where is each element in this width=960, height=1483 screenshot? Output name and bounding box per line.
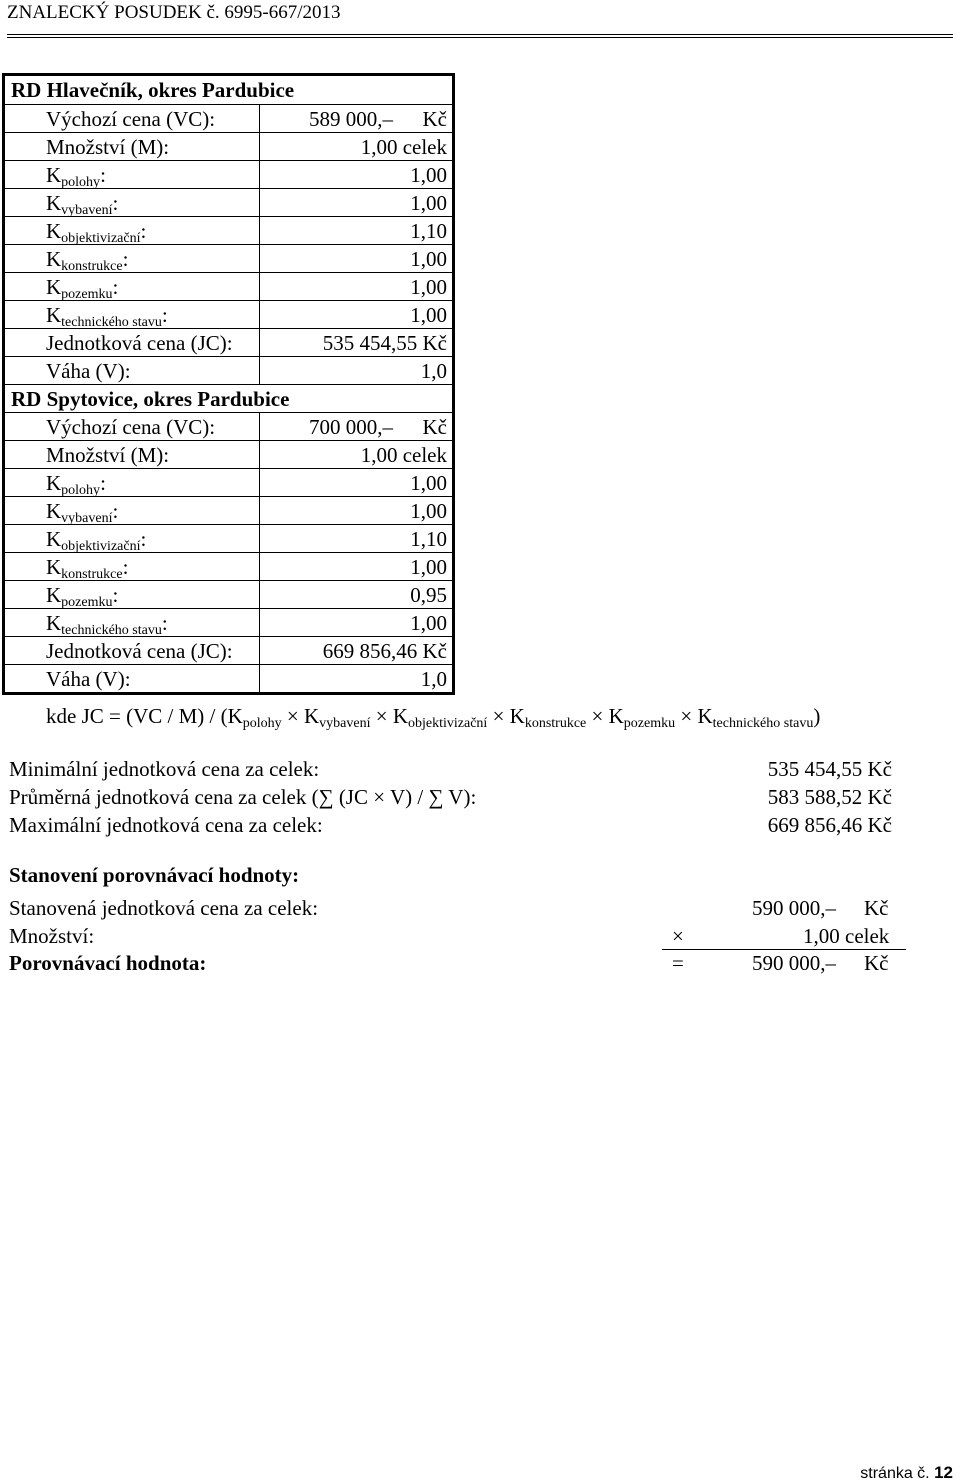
column-divider (259, 665, 260, 692)
coefficient-label (46, 247, 128, 272)
colon: : (140, 219, 147, 243)
coefficient-k: K (46, 275, 62, 299)
column-divider (259, 553, 260, 580)
comparables-table (2, 73, 455, 695)
comparable-name: RD Spytovice, okres Pardubice (11, 387, 290, 411)
coefficient-sub: pozemku (61, 287, 113, 302)
comparison-value-label: Porovnávací hodnota: (9, 951, 207, 975)
m-label: Množství (M): (46, 443, 170, 467)
m-label: Množství (M): (46, 135, 170, 159)
coefficient-k: K (46, 163, 62, 187)
coefficient-value: 1,00 (410, 499, 447, 523)
v-label: Váha (V): (46, 359, 131, 383)
colon: : (122, 247, 129, 271)
coefficient-value: 1,00 (410, 163, 447, 187)
column-divider (259, 469, 260, 496)
comparable-name-row (5, 76, 452, 104)
formula-text: × K (675, 704, 713, 728)
column-divider (259, 301, 260, 328)
max-price-label: Maximální jednotková cena za celek: (9, 813, 323, 837)
coefficient-sub: polohy (61, 483, 101, 498)
vc-label: Výchozí cena (VC): (46, 415, 216, 439)
m-row (5, 440, 452, 468)
jc-value: 535 454,55 Kč (322, 331, 447, 355)
formula-sub: pozemku (623, 716, 676, 731)
min-price-value: 535 454,55 Kč (767, 757, 892, 781)
formula-sub: vybavení (319, 716, 371, 731)
min-price-label: Minimální jednotková cena za celek: (9, 757, 320, 781)
coefficient-value: 1,00 (410, 471, 447, 495)
coefficient-k: K (46, 191, 62, 215)
v-value: 1,0 (420, 359, 447, 383)
coefficient-sub: pozemku (61, 595, 113, 610)
coefficient-k: K (46, 247, 62, 271)
coefficient-sub: konstrukce (61, 567, 123, 582)
comparison-value-currency: Kč (864, 951, 889, 975)
jc-value: 669 856,46 Kč (322, 639, 447, 663)
coefficient-row (5, 272, 452, 300)
column-divider (259, 441, 260, 468)
coefficient-label (46, 471, 106, 496)
column-divider (259, 609, 260, 636)
coefficient-label (46, 611, 168, 636)
coefficient-k: K (46, 303, 62, 327)
formula-text: × K (487, 704, 525, 728)
colon: : (161, 611, 168, 635)
quantity-value: 1,00 celek (803, 924, 890, 948)
column-divider (259, 161, 260, 188)
equals-operator: = (672, 951, 684, 975)
formula-sub: konstrukce (524, 716, 587, 731)
comparable-name: RD Hlavečník, okres Pardubice (11, 78, 295, 102)
coefficient-k: K (46, 471, 62, 495)
coefficient-k: K (46, 583, 62, 607)
colon: : (100, 471, 106, 495)
avg-price-label: Průměrná jednotková cena za celek (∑ (JC × V) / ∑ V): (9, 785, 477, 809)
coefficient-label (46, 303, 168, 328)
formula-sub: polohy (242, 716, 282, 731)
vc-value: 700 000,– (309, 415, 393, 439)
header-rule (7, 34, 953, 35)
coefficient-sub: objektivizační (61, 231, 141, 246)
comparison-value: 590 000,– (752, 951, 836, 975)
coefficient-sub: vybavení (61, 203, 113, 218)
vc-currency: Kč (422, 415, 447, 439)
comparable-name-row (5, 384, 452, 412)
colon: : (112, 275, 119, 299)
colon: : (112, 583, 119, 607)
unit-price-currency: Kč (864, 896, 889, 920)
formula-note (46, 704, 820, 729)
vc-label: Výchozí cena (VC): (46, 107, 216, 131)
multiply-operator: × (672, 924, 684, 948)
coefficient-k: K (46, 611, 62, 635)
jc-row (5, 328, 452, 356)
coefficient-value: 1,10 (410, 527, 447, 551)
coefficient-label (46, 499, 118, 524)
coefficient-row (5, 300, 452, 328)
coefficient-label (46, 275, 118, 300)
colon: : (161, 303, 168, 327)
coefficient-value: 1,00 (410, 191, 447, 215)
coefficient-sub: vybavení (61, 511, 113, 526)
max-price-value: 669 856,46 Kč (767, 813, 892, 837)
coefficient-row (5, 216, 452, 244)
coefficient-k: K (46, 527, 62, 551)
jc-row (5, 636, 452, 664)
unit-price-value: 590 000,– (752, 896, 836, 920)
coefficient-row (5, 188, 452, 216)
header-rule-2 (7, 37, 953, 38)
coefficient-k: K (46, 499, 62, 523)
coefficient-label (46, 583, 118, 608)
coefficient-row (5, 496, 452, 524)
coefficient-label (46, 555, 128, 580)
coefficient-k: K (46, 219, 62, 243)
coefficient-sub: polohy (61, 175, 101, 190)
vc-row (5, 104, 452, 132)
coefficient-row (5, 244, 452, 272)
column-divider (259, 245, 260, 272)
v-label: Váha (V): (46, 667, 131, 691)
jc-label: Jednotková cena (JC): (46, 639, 233, 663)
m-value: 1,00 celek (360, 443, 447, 467)
coefficient-value: 1,00 (410, 611, 447, 635)
coefficient-label (46, 191, 118, 216)
m-row (5, 132, 452, 160)
coefficient-label (46, 163, 106, 188)
colon: : (122, 555, 129, 579)
column-divider (259, 525, 260, 552)
column-divider (259, 637, 260, 664)
column-divider (259, 105, 260, 132)
coefficient-value: 1,00 (410, 555, 447, 579)
column-divider (259, 133, 260, 160)
coefficient-sub: technického stavu (61, 315, 162, 330)
coefficient-value: 0,95 (410, 583, 447, 607)
column-divider (259, 273, 260, 300)
sum-rule (662, 949, 906, 950)
coefficient-label (46, 219, 146, 244)
coefficient-row (5, 580, 452, 608)
coefficient-row (5, 608, 452, 636)
document-header: ZNALECKÝ POSUDEK č. 6995-667/2013 (7, 2, 341, 23)
vc-value: 589 000,– (309, 107, 393, 131)
colon: : (112, 191, 119, 215)
coefficient-row (5, 468, 452, 496)
unit-price-label: Stanovená jednotková cena za celek: (9, 896, 319, 920)
coefficient-value: 1,00 (410, 303, 447, 327)
colon: : (100, 163, 106, 187)
coefficient-row (5, 524, 452, 552)
coefficient-sub: konstrukce (61, 259, 123, 274)
page-number: 12 (934, 1463, 953, 1482)
coefficient-label (46, 527, 146, 552)
column-divider (259, 413, 260, 440)
v-row (5, 664, 452, 692)
coefficient-value: 1,00 (410, 247, 447, 271)
v-value: 1,0 (420, 667, 447, 691)
coefficient-row (5, 552, 452, 580)
coefficient-k: K (46, 555, 62, 579)
determination-heading: Stanovení porovnávací hodnoty: (9, 863, 300, 887)
formula-sub: objektivizační (408, 716, 488, 731)
coefficient-sub: objektivizační (61, 539, 141, 554)
coefficient-value: 1,10 (410, 219, 447, 243)
page-footer (860, 1463, 953, 1483)
formula-sub: technického stavu (712, 716, 814, 731)
column-divider (259, 357, 260, 384)
v-row (5, 356, 452, 384)
quantity-label: Množství: (9, 924, 95, 948)
coefficient-value: 1,00 (410, 275, 447, 299)
m-value: 1,00 celek (360, 135, 447, 159)
vc-row (5, 412, 452, 440)
formula-text: × K (281, 704, 320, 728)
coefficient-row (5, 160, 452, 188)
page-label: stránka č. (860, 1465, 930, 1482)
column-divider (259, 217, 260, 244)
formula-text: × K (370, 704, 409, 728)
column-divider (259, 189, 260, 216)
column-divider (259, 581, 260, 608)
coefficient-sub: technického stavu (61, 623, 162, 638)
vc-currency: Kč (422, 107, 447, 131)
column-divider (259, 329, 260, 356)
formula-text: kde JC = (VC / M) / (K (46, 704, 243, 728)
formula-text: × K (586, 704, 624, 728)
colon: : (140, 527, 147, 551)
jc-label: Jednotková cena (JC): (46, 331, 233, 355)
column-divider (259, 497, 260, 524)
colon: : (112, 499, 119, 523)
avg-price-value: 583 588,52 Kč (767, 785, 892, 809)
formula-text: ) (813, 704, 821, 728)
